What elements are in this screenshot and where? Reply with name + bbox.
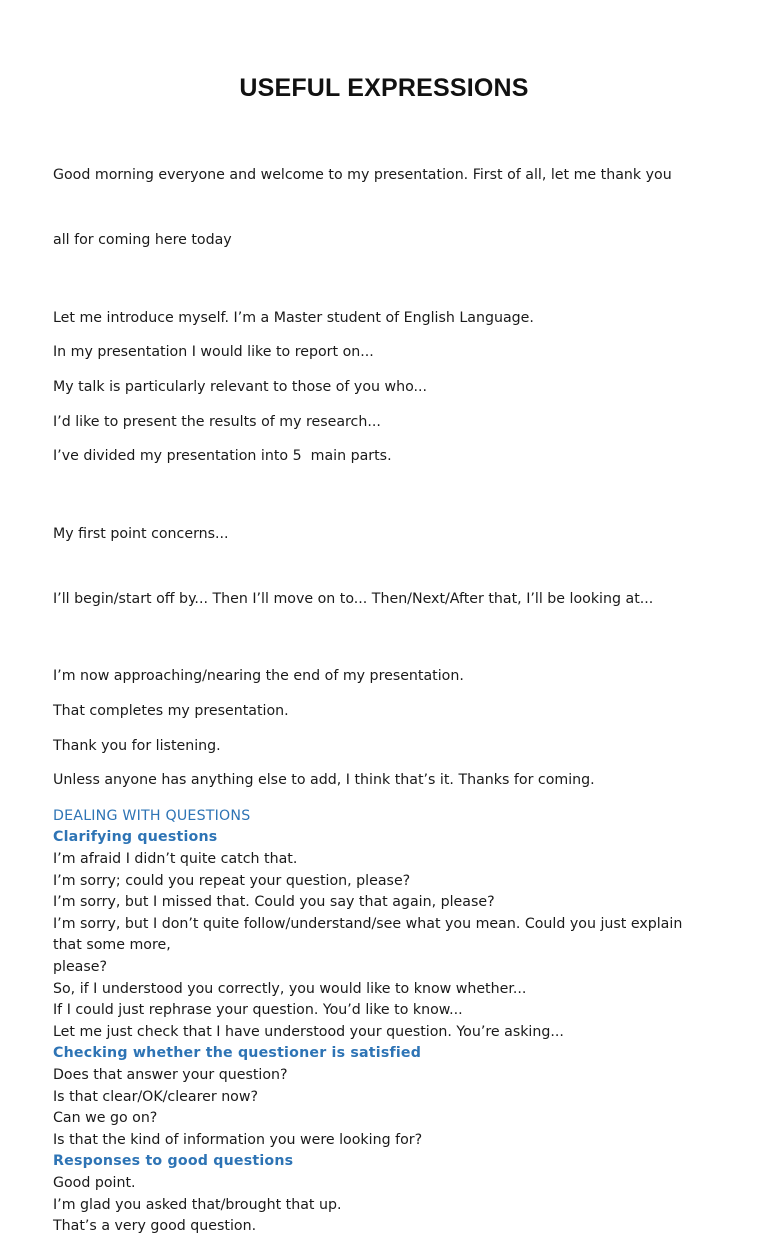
list-item: Is that clear/OK/clearer now? bbox=[53, 1088, 258, 1105]
list-item: I’m sorry; could you repeat your question, please? bbox=[53, 872, 411, 889]
section-heading: DEALING WITH QUESTIONS bbox=[53, 807, 251, 824]
page-title: USEFUL EXPRESSIONS bbox=[239, 74, 529, 102]
list-item: I’m glad you asked that/brought that up. bbox=[53, 1196, 342, 1213]
intro-paragraph: My talk is particularly relevant to those of you who... bbox=[53, 378, 428, 395]
list-item: Let me just check that I have understood your question. You’re asking... bbox=[53, 1023, 564, 1040]
intro-paragraph: Unless anyone has anything else to add, I think that’s it. Thanks for coming. bbox=[53, 772, 595, 789]
subsection-heading-clarifying: Clarifying questions bbox=[53, 829, 218, 846]
list-item: please? bbox=[53, 959, 108, 975]
intro-paragraph: Let me introduce myself. I’m a Master student of English Language. bbox=[53, 309, 534, 326]
list-item: So, if I understood you correctly, you would like to know whether... bbox=[53, 980, 527, 997]
intro-paragraph: I’d like to present the results of my research... bbox=[53, 413, 381, 430]
text-line: all for coming here today bbox=[53, 231, 232, 248]
list-item: Good point. bbox=[53, 1174, 136, 1191]
text-line: I’ll begin/start off by... Then I’ll move on to... Then/Next/After that, I’ll be looking at... bbox=[53, 590, 654, 607]
list-item: I’m sorry, but I missed that. Could you say that again, please? bbox=[53, 894, 495, 911]
document-body bbox=[53, 122, 743, 1238]
list-item: that some more, bbox=[53, 937, 171, 954]
intro-paragraph bbox=[53, 481, 743, 654]
text-line: Good morning everyone and welcome to my presentation. First of all, let me thank you bbox=[53, 167, 672, 184]
list-item: I’m sorry, but I don’t quite follow/understand/see what you mean. Could you just explain bbox=[53, 915, 683, 932]
list-item: Can we go on? bbox=[53, 1110, 158, 1127]
intro-paragraph bbox=[53, 122, 743, 295]
intro-paragraph: That completes my presentation. bbox=[53, 703, 289, 720]
intro-paragraph: I’m now approaching/nearing the end of my presentation. bbox=[53, 668, 464, 685]
intro-paragraph: Thank you for listening. bbox=[53, 737, 221, 754]
text-line: My first point concerns... bbox=[53, 525, 229, 542]
list-item: Does that answer your question? bbox=[53, 1066, 288, 1083]
list-item: If I could just rephrase your question. You’d like to know... bbox=[53, 1002, 463, 1019]
clarifying-list bbox=[53, 849, 743, 1043]
list-item: That’s a very good question. bbox=[53, 1218, 257, 1235]
subsection-heading-responses: Responses to good questions bbox=[53, 1153, 294, 1170]
list-item: I’m afraid I didn’t quite catch that. bbox=[53, 851, 298, 868]
checking-list bbox=[53, 1065, 743, 1151]
intro-paragraph: In my presentation I would like to report on... bbox=[53, 344, 374, 361]
responses-list bbox=[53, 1173, 743, 1238]
subsection-heading-checking: Checking whether the questioner is satisfied bbox=[53, 1045, 422, 1062]
intro-paragraph: I’ve divided my presentation into 5 main parts. bbox=[53, 448, 392, 465]
list-item: Is that the kind of information you were looking for? bbox=[53, 1131, 423, 1148]
